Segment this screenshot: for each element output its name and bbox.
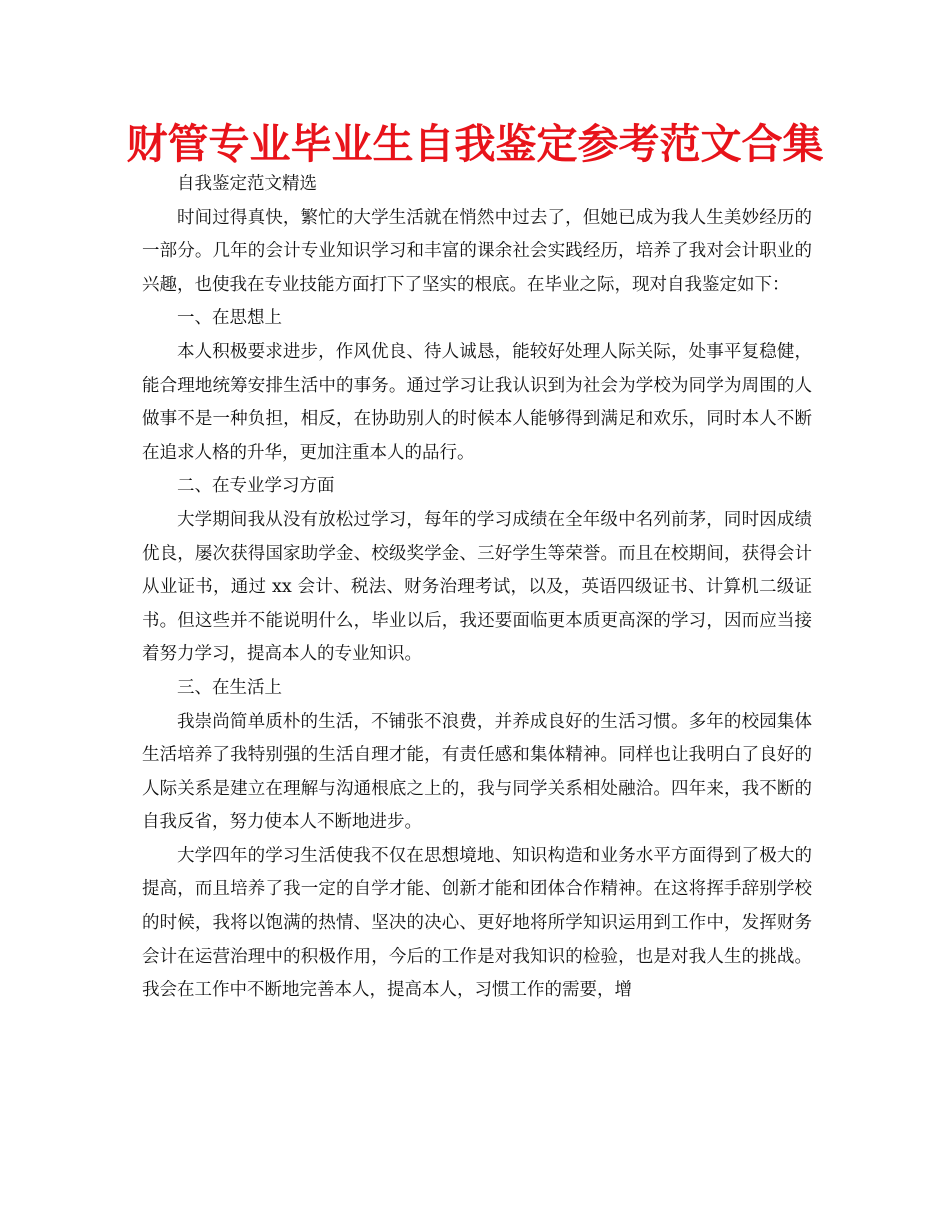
paragraph-thought: 本人积极要求进步，作风优良、待人诚恳，能较好处理人际关际，处事平复稳健，能合理地统筹安排生活中的事务。通过学习让我认识到为社会为学校为同学为周围的人做事不是一种负担，相反，在协助别人的时候本人能够得到满足和欢乐，同时本人不断在追求人格的升华，更加注重本人的品行。 [142,341,812,463]
section-heading-study: 二、在专业学习方面 [177,476,335,497]
section-heading-thought: 一、在思想上 [177,308,282,329]
paragraph-study: 大学期间我从没有放松过学习，每年的学习成绩在全年级中名列前茅，同时因成绩优良，屡次获得国家助学金、校级奖学金、三好学生等荣誉。而且在校期间，获得会计从业证书，通过 xx 会计、税法、财务治理考试，以及，英语四级证书、计算机二级证书。但这些并不能说明什么，毕业以后，我还要面临更本质更高深的学习，因而应当接着努力学习，提高本人的专业知识。 [142,509,812,665]
document-body [142,168,812,1008]
document-subtitle: 自我鉴定范文精选 [177,174,317,194]
document-title: 财管专业毕业生自我鉴定参考范文合集 [126,120,824,168]
paragraph-life: 我崇尚简单质朴的生活，不铺张不浪费，并养成良好的生活习惯。多年的校园集体生活培养了我特别强的生活自理才能，有责任感和集体精神。同样也让我明白了良好的人际关系是建立在理解与沟通根底之上的，我与同学关系相处融洽。四年来，我不断的自我反省，努力使本人不断地进步。 [142,711,812,833]
paragraph-summary: 大学四年的学习生活使我不仅在思想境地、知识构造和业务水平方面得到了极大的提高，而且培养了我一定的自学才能、创新才能和团体合作精神。在这将挥手辞别学校的时候，我将以饱满的热情、坚决的决心、更好地将所学知识运用到工作中，发挥财务会计在运营治理中的积极作用，今后的工作是对我知识的检验，也是对我人生的挑战。我会在工作中不断地完善本人，提高本人，习惯工作的需要，增 [142,845,812,1001]
section-heading-life: 三、在生活上 [177,677,282,698]
paragraph-intro: 时间过得真快，繁忙的大学生活就在悄然中过去了，但她已成为我人生美妙经历的一部分。几年的会计专业知识学习和丰富的课余社会实践经历，培养了我对会计职业的兴趣，也使我在专业技能方面打下了坚实的根底。在毕业之际，现对自我鉴定如下： [142,207,812,295]
